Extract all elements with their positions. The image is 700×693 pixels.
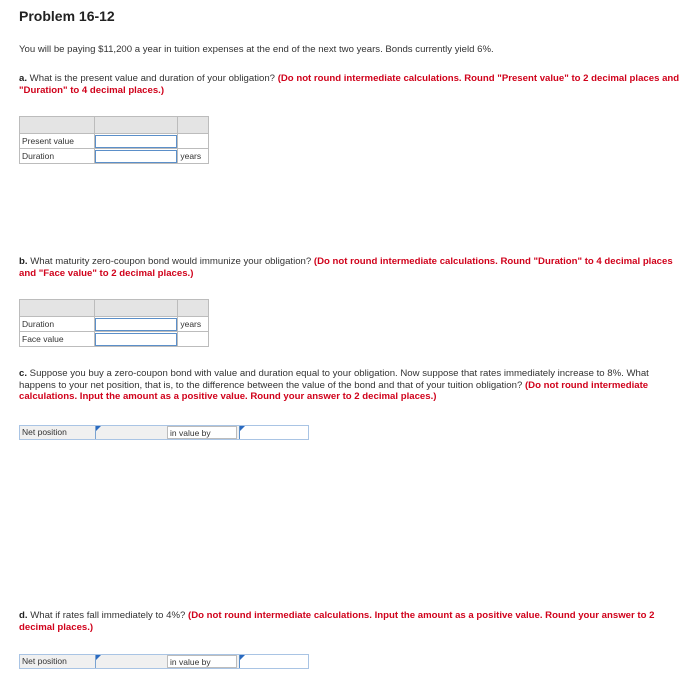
header-cell <box>20 117 95 134</box>
row-unit <box>178 332 209 347</box>
input-cell <box>94 134 178 149</box>
table-header-row <box>20 300 209 317</box>
part-b-instruction: (Do not round intermediate calculations. Round "Duration" to 4 decimal places and "Face value" to 2 decimal places.) <box>19 256 673 279</box>
face-value-input[interactable] <box>95 333 178 346</box>
table-row-face-value <box>20 332 209 347</box>
table-row-duration <box>20 317 209 332</box>
row-label: Duration <box>20 149 95 164</box>
change-label: in value by <box>167 426 237 439</box>
part-c-text: Suppose you buy a zero-coupon bond with value and duration equal to your obligation. Now suppose that rates immediately increase to 8%. What happens to your net position, that is, to the difference between the value of the bond and that of your tuition obligation? <box>19 368 649 391</box>
table-row-duration <box>20 149 209 164</box>
part-b-question <box>19 256 684 279</box>
part-a-text: What is the present value and duration of your obligation? <box>27 73 278 84</box>
input-cell <box>94 149 178 164</box>
part-d-text: What if rates fall immediately to 4%? <box>27 610 189 621</box>
row-unit <box>178 134 209 149</box>
bond-duration-input[interactable] <box>95 318 178 331</box>
part-a-question <box>19 73 684 96</box>
part-d-letter: d. <box>19 610 28 621</box>
part-c-instruction: (Do not round intermediate calculations. Input the amount as a positive value. Round your answer to 2 decimal places.) <box>19 379 649 402</box>
net-change-input[interactable] <box>239 655 308 668</box>
part-a-letter: a. <box>19 73 28 84</box>
header-cell <box>178 300 209 317</box>
row-unit: years <box>178 149 209 164</box>
intro-text: You will be paying $11,200 a year in tuition expenses at the end of the next two years. Bonds currently yield 6%. <box>19 44 494 55</box>
net-position-label: Net position <box>22 656 67 666</box>
net-change-input[interactable] <box>239 426 308 439</box>
input-cell <box>94 317 178 332</box>
row-unit: years <box>178 317 209 332</box>
part-b-letter: b. <box>19 256 28 267</box>
header-cell <box>178 117 209 134</box>
present-value-input[interactable] <box>95 135 178 148</box>
header-cell <box>94 117 178 134</box>
duration-input[interactable] <box>95 150 178 163</box>
change-label: in value by <box>167 655 237 668</box>
part-c-question <box>19 368 684 403</box>
part-b-table <box>19 299 209 347</box>
part-d-question <box>19 610 684 633</box>
net-position-label: Net position <box>22 427 67 437</box>
page-title: Problem 16-12 <box>19 8 115 24</box>
header-cell <box>20 300 95 317</box>
part-c-letter: c. <box>19 368 28 379</box>
table-row-present-value <box>20 134 209 149</box>
table-header-row <box>20 117 209 134</box>
part-a-table <box>19 116 209 164</box>
input-cell <box>94 332 178 347</box>
net-position-dropdown[interactable] <box>95 655 165 668</box>
header-cell <box>94 300 178 317</box>
row-label: Duration <box>20 317 95 332</box>
part-c-net-position-row <box>19 425 309 440</box>
part-a-instruction: (Do not round intermediate calculations. Round "Present value" to 2 decimal places and "Duration" to 4 decimal places.) <box>19 73 680 96</box>
part-d-instruction: (Do not round intermediate calculations. Input the amount as a positive value. Round your answer to 2 decimal places.) <box>19 610 655 633</box>
part-d-net-position-row <box>19 654 309 669</box>
row-label: Present value <box>20 134 95 149</box>
part-b-text: What maturity zero-coupon bond would immunize your obligation? <box>27 256 314 267</box>
net-position-dropdown[interactable] <box>95 426 165 439</box>
row-label: Face value <box>20 332 95 347</box>
